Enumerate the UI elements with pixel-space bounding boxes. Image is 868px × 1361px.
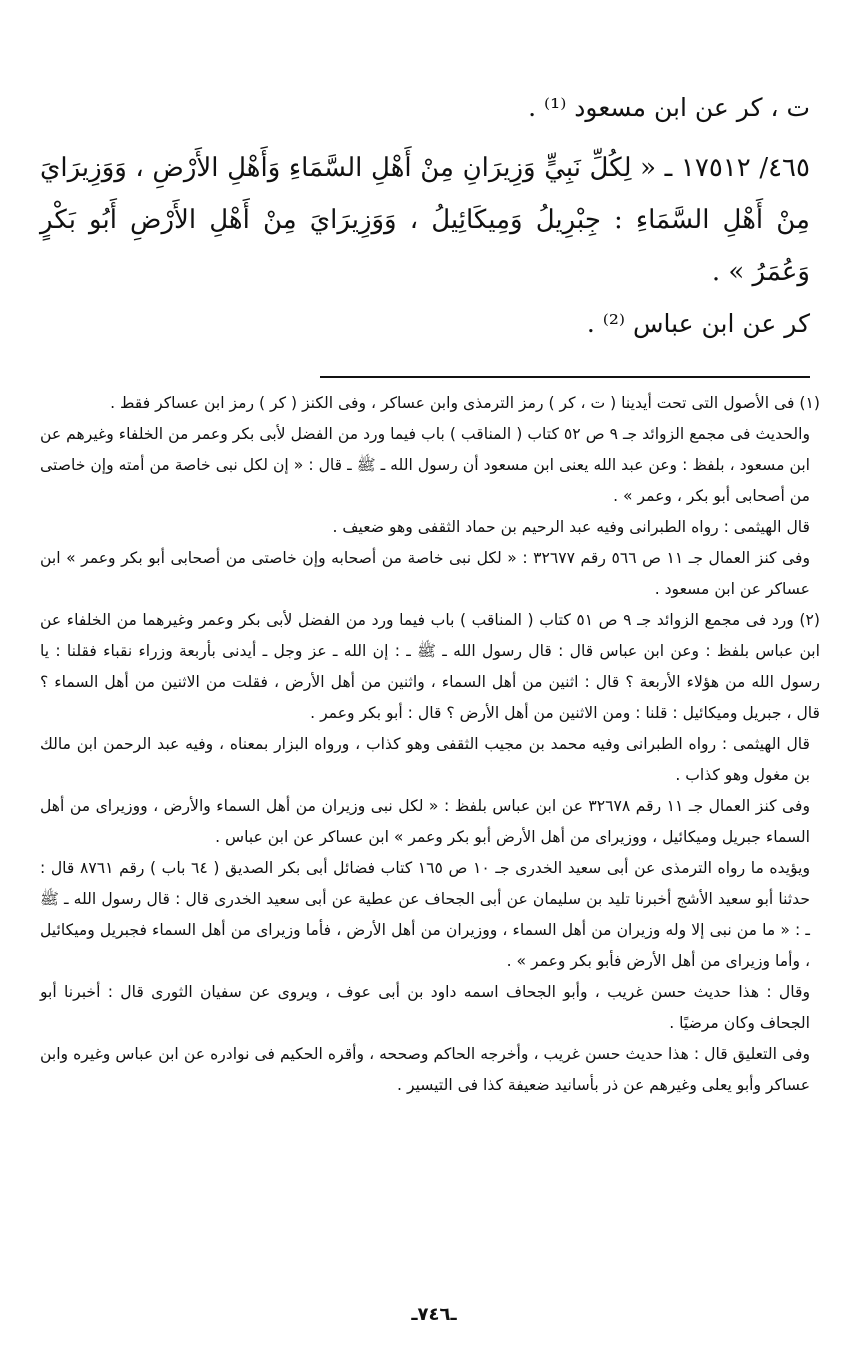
footnote-paragraph: ويؤيده ما رواه الترمذى عن أبى سعيد الخدرى جـ ١٠ ص ١٦٥ كتاب فضائل أبى بكر الصديق ( ٦٤ باب ) رقم ٨٧٦١ قال : حدثنا أبو سعيد الأشج أخبرنا تليد بن سليمان عن أبى الجحاف عن عطية عن أبى سعيد الخدرى قال : قال رسول الله ـ ﷺ ـ : « ما من نبى إلا وله وزيران من أهل السماء ، ووزيران من أهل الأرض ، فأما وزيراى من أهل السماء فجبريل وميكائيل ، وأما وزيراى من أهل الأرض فأبو بكر وعمر » . [40, 859, 811, 970]
footnote-paragraph: وقال : هذا حديث حسن غريب ، وأبو الجحاف اسمه داود بن أبى عوف ، ويروى عن سفيان الثورى قال : أخبرنا أبو الجحاف وكان مرضيًا . [40, 983, 810, 1032]
hadith-text: ٤٦٥/ ١٧٥١٢ ـ « لِكُلِّ نَبِيٍّ وَزِيرَانِ مِنْ أَهْلِ السَّمَاءِ وَأَهْلِ الأَرْضِ ، وَوَزِيرَايَ مِنْ أَهْلِ السَّمَاءِ : جِبْرِيلُ وَمِيكَائِيلُ ، وَوَزِيرَايَ مِنْ أَهْلِ الأَرْضِ أَبُو بَكْرٍ وَعُمَرُ » . [40, 153, 810, 287]
source-line-1: ت ، كر عن ابن مسعود ⁽¹⁾ . [528, 93, 810, 122]
footnote-paragraph: وفى كنز العمال جـ ١١ ص ٥٦٦ رقم ٣٢٦٧٧ : « لكل نبى خاصة من أصحابه وإن خاصتى من أصحابى أبو بكر وعمر » ابن عساكر عن ابن مسعود . [40, 549, 810, 598]
footnote-1: (١) فى الأصول التى تحت أيدينا ( ت ، كر ) رمز الترمذى وابن عساكر ، وفى الكنز ( كر ) رمز ابن عساكر فقط . [110, 394, 820, 412]
page-number: ـ٧٤٦ـ [411, 1304, 457, 1325]
footnote-paragraph: قال الهيثمى : رواه الطبرانى وفيه محمد بن مجيب الثقفى وهو كذاب ، ورواه البزار بمعناه ، وفيه عبد الرحمن ابن مالك بن مغول وهو كذاب . [40, 735, 810, 784]
footnote-paragraph: وفى التعليق قال : هذا حديث حسن غريب ، وأخرجه الحاكم وصححه ، وأقره الحكيم فى نوادره عن ابن عباس وغيره وابن عساكر وأبو يعلى وغيرهم عن ذر بأسانيد ضعيفة كذا فى التيسير . [40, 1045, 810, 1094]
footnotes [40, 388, 820, 1101]
source-line-2: كر عن ابن عباس ⁽²⁾ . [586, 309, 810, 338]
footnote-paragraph: قال الهيثمى : رواه الطبرانى وفيه عبد الرحيم بن حماد الثقفى وهو ضعيف . [332, 518, 810, 536]
footnote-2: (٢) ورد فى مجمع الزوائد جـ ٩ ص ٥١ كتاب ( المناقب ) باب فيما ورد من الفضل لأبى بكر وعمر وغيرهما من الخلفاء عن ابن عباس بلفظ : وعن ابن عباس قال : قال رسول الله ـ ﷺ ـ : إن الله ـ عز وجل ـ أيدنى بأربعة وزراء نقباء فقلنا : يا رسول الله من هؤلاء الأربعة ؟ قال : اثنين من أهل السماء ، واثنين من أهل الأرض ، فقلت من الاثنين من أهل السماء ؟ قال ، جبريل وميكائيل : قلنا : ومن الاثنين من أهل الأرض ؟ قال : أبو بكر وعمر . [40, 611, 820, 722]
footnote-divider [320, 376, 810, 378]
footnote-paragraph: والحديث فى مجمع الزوائد جـ ٩ ص ٥٢ كتاب ( المناقب ) باب فيما ورد من الفضل لأبى بكر وعمر من الخلفاء وغيرهم عن ابن مسعود ، بلفظ : وعن عبد الله يعنى ابن مسعود أن رسول الله ـ ﷺ ـ قال : « إن لكل نبى خاصة من أمته وإن خاصتى من أصحابى أبو بكر ، وعمر » . [40, 425, 810, 505]
main-text [40, 84, 810, 348]
footnote-paragraph: وفى كنز العمال جـ ١١ رقم ٣٢٦٧٨ عن ابن عباس بلفظ : « لكل نبى وزيران من أهل السماء والأرض ، ووزيراى من أهل السماء جبريل وميكائيل ، ووزيراى من أهل الأرض أبو بكر وعمر » ابن عساكر عن ابن عباس . [40, 797, 811, 846]
